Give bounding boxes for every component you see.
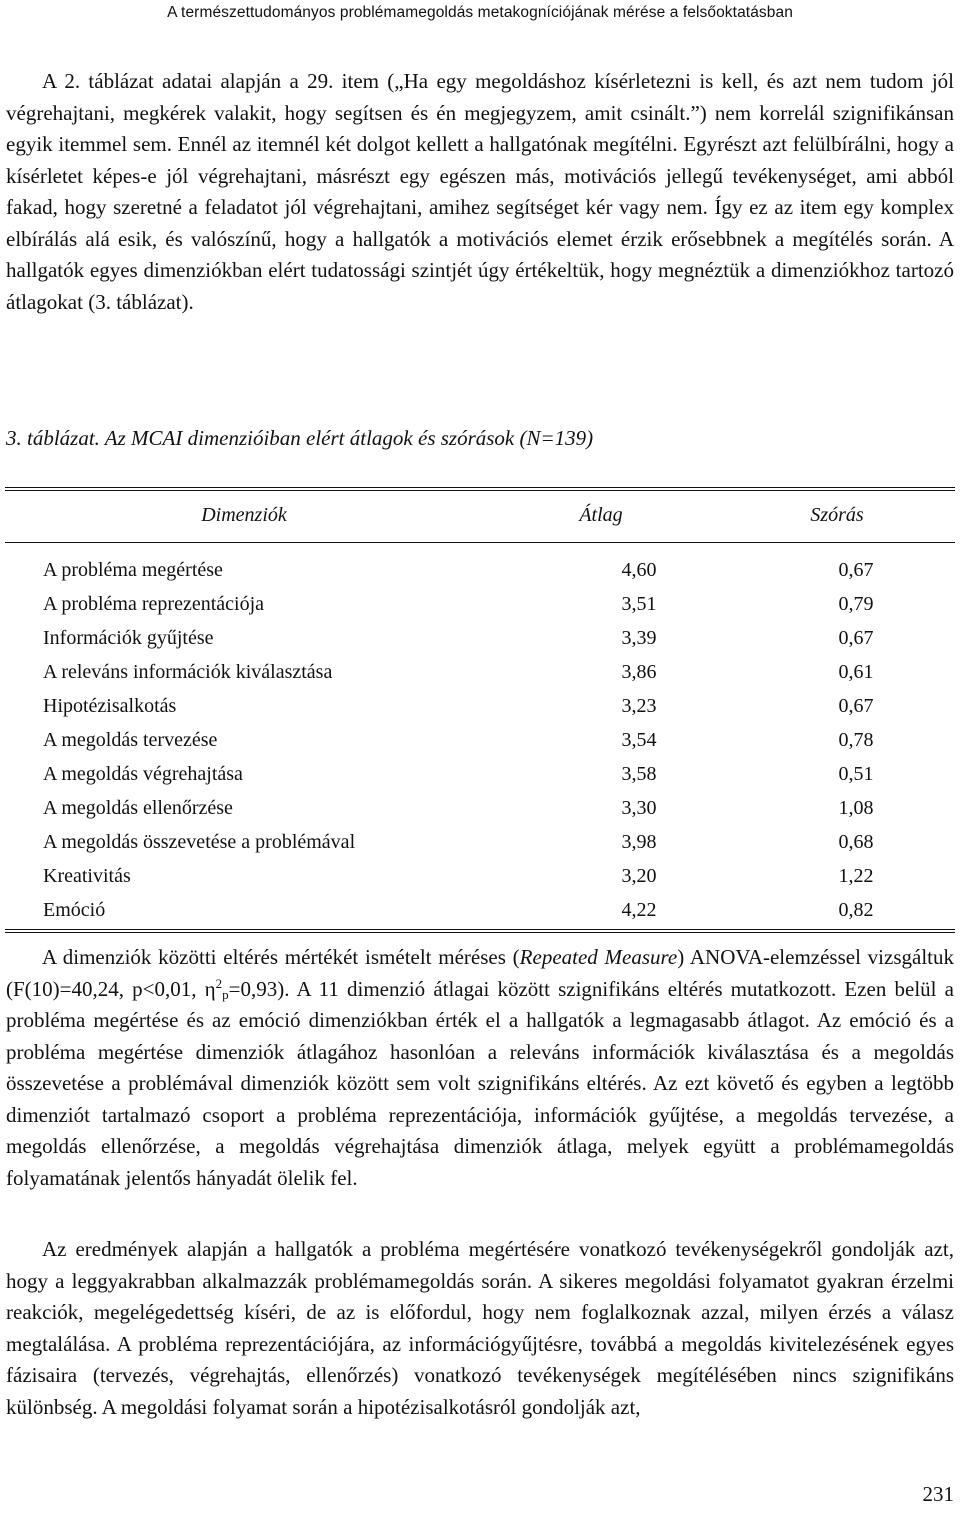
cell-mean: 3,51 — [621, 593, 657, 615]
anova-text-2: ) ANOVA-elemzéssel vizsgáltuk (F(10)=40,24, p<0,01, η — [6, 945, 955, 1001]
cell-sd: 0,67 — [838, 559, 874, 581]
cell-mean: 3,39 — [621, 627, 657, 649]
anova-text-1: A dimenziók közötti eltérés mértékét ismételt méréses ( — [42, 945, 520, 969]
table-bottom-rule — [5, 929, 955, 930]
cell-mean: 3,58 — [621, 763, 657, 785]
table-caption: 3. táblázat. Az MCAI dimenzióiban elért átlagok és szórások (N=139) — [6, 426, 594, 450]
table-bottom-rule-2 — [5, 932, 955, 933]
dimension-stats-body — [5, 543, 955, 927]
cell-sd: 1,22 — [838, 865, 874, 887]
cell-sd: 0,61 — [838, 661, 874, 683]
cell-sd: 0,78 — [838, 729, 874, 751]
cell-sd: 0,82 — [838, 899, 874, 921]
table-row — [5, 621, 955, 655]
cell-dimension: Hipotézisalkotás — [43, 695, 177, 717]
table-row — [5, 689, 955, 723]
header-dimension: Dimenziók — [201, 504, 287, 526]
dimension-stats-table — [5, 491, 955, 529]
intro-paragraph: A 2. táblázat adatai alapján a 29. item („Ha egy megoldáshoz kísérletezni is kell, és azt nem tudom jól végrehajtani, megkérek valakit, hogy segítsen és én megjegyzem, amit csinált.”) nem korrelál szignifikánsan egyik itemmel sem. Ennél az itemnél két dolgot kellett a hallgatónak megítélni. Egyrészt azt felülbírálni, hogy a kísérletet képes-e jól végrehajtani, másrészt egy egészen más, motivációs jellegű tevékenységet, ami abból fakad, hogy szeretné a feladatot jól végrehajtani, amihez segítséget kér vagy nem. Így ez az item egy komplex elbírálás alá esik, és valószínű, hogy a hallgatók a motivációs elemet érzik erősebbnek a megítélés során. A hallgatók egyes dimenziókban elért tudatossági szintjét úgy értékeltük, hogy megnéztük a dimenziókhoz tartozó átlagokat (3. táblázat). — [6, 69, 954, 314]
table-row — [5, 825, 955, 859]
eta-superscript: 2 — [215, 975, 223, 991]
table-row — [5, 757, 955, 791]
page-number: 231 — [922, 1482, 954, 1506]
cell-dimension: A megoldás végrehajtása — [43, 763, 243, 785]
cell-sd: 1,08 — [838, 797, 874, 819]
eta-subscript: p — [222, 986, 229, 1002]
cell-mean: 4,60 — [621, 559, 657, 581]
cell-mean: 4,22 — [621, 899, 657, 921]
cell-dimension: A probléma megértése — [43, 559, 223, 581]
anova-text-3: =0,93). A 11 dimenzió átlagai között szignifikáns eltérés mutatkozott. Ezen belül a probléma megértése és az emóció dimenziókban érték el a hallgatók a legmagasabb átlagot. Az emóció és a probléma megértése dimenziók átlagához hasonlóan a releváns információk kiválasztása és a megoldás összevetése a problémával dimenziók között sem volt szignifikáns eltérés. Az ezt követő és egyben a legtöbb dimenziót tartalmazó csoport a probléma reprezentációja, információk gyűjtése, a megoldás tervezése, a megoldás ellenőrzése, a megoldás végrehajtása dimenziók átlaga, melyek együtt a problémamegoldás folyamatának jelentős hányadát ölelik fel. — [6, 976, 954, 1190]
header-sd: Szórás — [810, 504, 864, 526]
cell-mean: 3,30 — [621, 797, 657, 819]
results-paragraph: Az eredmények alapján a hallgatók a probléma megértésére vonatkozó tevékenységekről gondolják azt, hogy a leggyakrabban alkalmazzák problémamegoldás során. A sikeres megoldási folyamatot gyakran érzelmi reakciók, megelégedettség kíséri, de az is előfordul, hogy nem foglalkoznak azzal, milyen érzés a válasz megtalálása. A probléma reprezentációjára, az információgyűjtésre, továbbá a megoldás kivitelezésének egyes fázisaira (tervezés, végrehajtás, ellenőrzés) vonatkozó tevékenységek megítélésében nincs szignifikáns különbség. A megoldási folyamat során a hipotézisalkotásról gondolják azt, — [6, 1237, 954, 1419]
cell-sd: 0,79 — [838, 593, 874, 615]
cell-sd: 0,51 — [838, 763, 874, 785]
cell-dimension: A megoldás ellenőrzése — [43, 797, 233, 819]
table-body — [5, 543, 955, 927]
header-mean: Átlag — [579, 504, 623, 526]
cell-dimension: A megoldás összevetése a problémával — [43, 831, 356, 853]
cell-mean: 3,54 — [621, 729, 657, 751]
cell-mean: 3,23 — [621, 695, 657, 717]
running-header: A természettudományos problémamegoldás metakogníciójának mérése a felsőoktatásban — [167, 4, 793, 21]
table-header-row — [5, 491, 955, 529]
cell-dimension: Információk gyűjtése — [43, 627, 214, 649]
table-top-rule — [5, 487, 955, 488]
anova-term-italic: Repeated Measure — [519, 945, 678, 969]
table-row — [5, 655, 955, 689]
cell-dimension: A probléma reprezentációja — [43, 593, 264, 615]
table-row — [5, 587, 955, 621]
cell-dimension: Kreativitás — [43, 865, 131, 887]
cell-dimension: A releváns információk kiválasztása — [43, 661, 333, 683]
table-row — [5, 893, 955, 927]
table-row — [5, 723, 955, 757]
table-row — [5, 791, 955, 825]
cell-dimension: A megoldás tervezése — [43, 729, 218, 751]
cell-mean: 3,98 — [621, 831, 657, 853]
table-row — [5, 543, 955, 587]
anova-paragraph — [6, 942, 954, 1194]
cell-sd: 0,67 — [838, 627, 874, 649]
cell-sd: 0,68 — [838, 831, 874, 853]
dimension-table — [5, 487, 955, 933]
table-row — [5, 859, 955, 893]
cell-dimension: Emóció — [43, 899, 106, 921]
cell-mean: 3,86 — [621, 661, 657, 683]
cell-sd: 0,67 — [838, 695, 874, 717]
cell-mean: 3,20 — [621, 865, 657, 887]
